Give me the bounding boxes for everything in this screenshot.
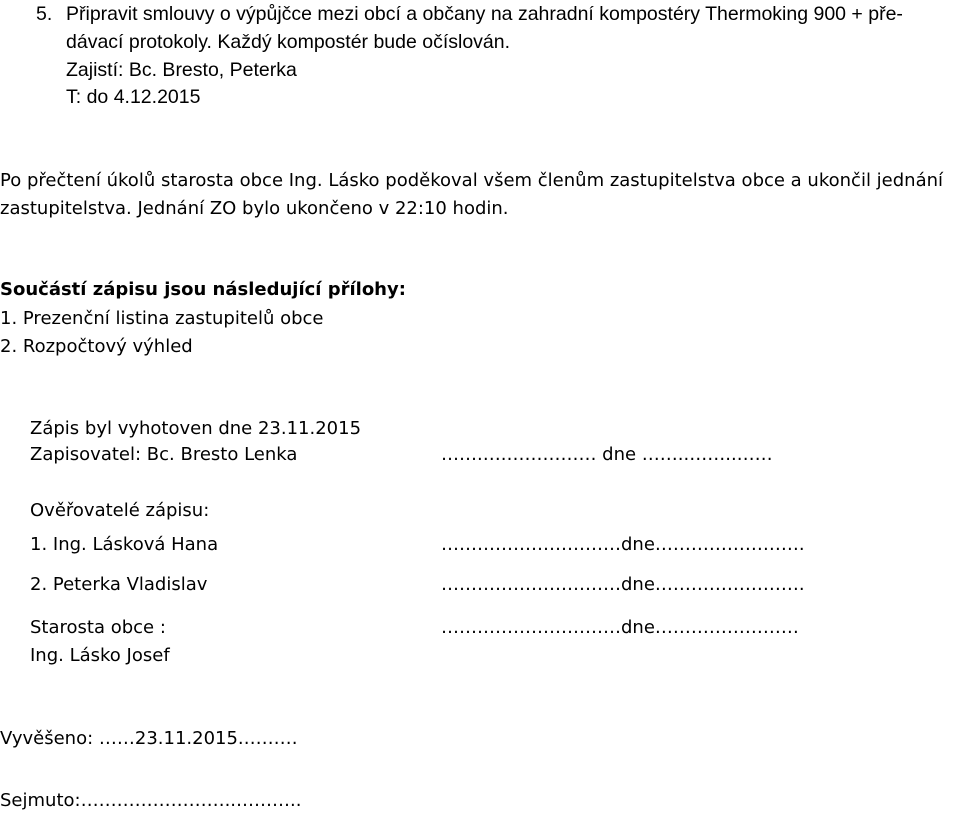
task5-number: 5. <box>36 3 53 25</box>
mayor-name: Ing. Lásko Josef <box>30 645 170 666</box>
closing-line2: zastupitelstva. Jednání ZO bylo ukončeno v 22:10 hodin. <box>0 198 509 219</box>
task5-text-line1: Připravit smlouvy o výpůjčce mezi obcí a občany na zahradní kompostéry Thermoking 900 + pře- <box>66 3 903 25</box>
recorder-name: Zapisovatel: Bc. Bresto Lenka <box>30 444 298 465</box>
attachment-item-2: 2. Rozpočtový výhled <box>0 336 193 357</box>
task5-text-line2: dávací protokoly. Každý kompostér bude očíslován. <box>66 31 511 53</box>
verifier-1-signature-line: …………………………dne……………………. <box>441 534 805 555</box>
posted-date: Vyvěšeno: ……23.11.2015.……… <box>0 728 298 749</box>
verifier-1-name: 1. Ing. Lásková Hana <box>30 534 219 555</box>
mayor-label: Starosta obce : <box>30 617 166 638</box>
attachments-heading: Součástí zápisu jsou následující přílohy: <box>0 279 406 300</box>
recorder-signature-line: …….….…………… dne ……..……..…… <box>441 444 773 465</box>
verifiers-heading: Ověřovatelé zápisu: <box>30 500 210 521</box>
record-date-line: Zápis byl vyhotoven dne 23.11.2015 <box>30 418 362 439</box>
removed-date: Sejmuto:……………………..……….. <box>0 790 302 811</box>
task5-deadline: T: do 4.12.2015 <box>66 86 201 108</box>
closing-line1: Po přečtení úkolů starosta obce Ing. Lásko poděkoval všem členům zastupitelstva obce a ukončil jednání <box>0 170 944 191</box>
attachment-item-1: 1. Prezenční listina zastupitelů obce <box>0 308 324 329</box>
task5-responsible: Zajistí: Bc. Bresto, Peterka <box>66 59 297 81</box>
verifier-2-name: 2. Peterka Vladislav <box>30 574 208 595</box>
verifier-2-signature-line: …………………………dne……………………. <box>441 574 805 595</box>
mayor-signature-line: …………………………dne…………………… <box>441 617 799 638</box>
